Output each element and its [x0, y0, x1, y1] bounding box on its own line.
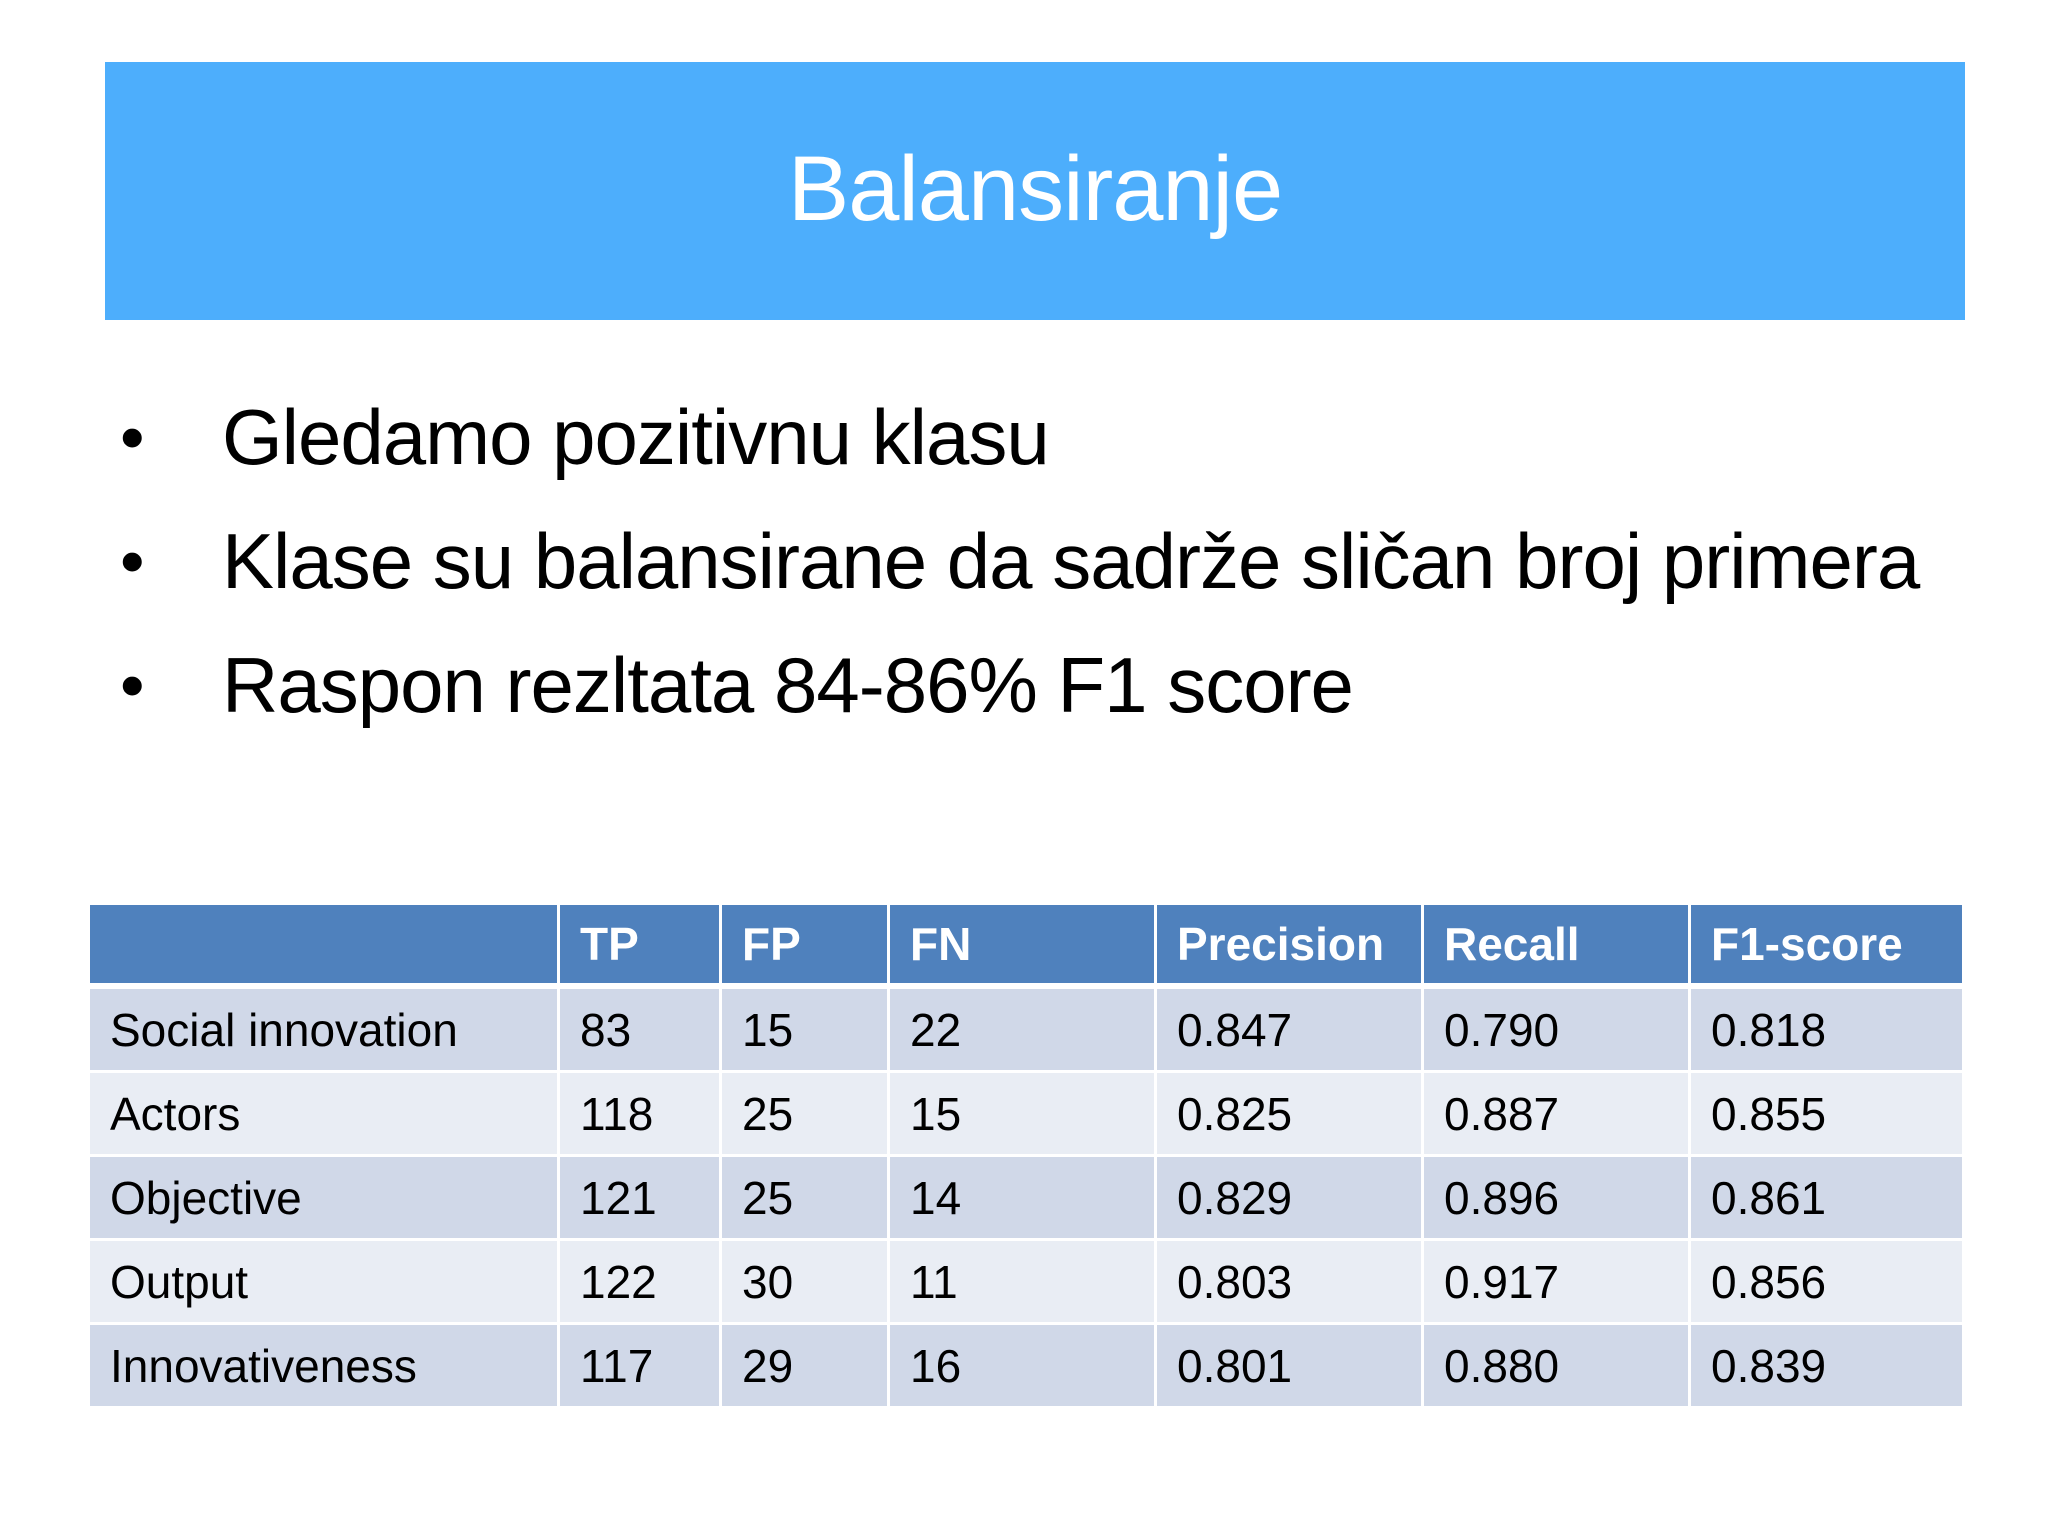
metrics-table: [90, 905, 1962, 1409]
bullet-item: [120, 623, 1919, 747]
row-label: Actors: [90, 1073, 560, 1157]
cell-tp: 121: [560, 1157, 722, 1241]
table-row: [90, 1073, 1962, 1157]
cell-precision: 0.803: [1157, 1241, 1424, 1325]
table-header-row: [90, 905, 1962, 989]
header-cell-tp: TP: [560, 905, 722, 989]
cell-tp: 83: [560, 989, 722, 1073]
cell-fn: 11: [890, 1241, 1157, 1325]
cell-f1: 0.855: [1691, 1073, 1962, 1157]
bullet-list: [120, 375, 1919, 747]
header-cell-precision: Precision: [1157, 905, 1424, 989]
cell-fn: 15: [890, 1073, 1157, 1157]
row-label: Innovativeness: [90, 1325, 560, 1409]
cell-f1: 0.818: [1691, 989, 1962, 1073]
header-cell-f1: F1-score: [1691, 905, 1962, 989]
cell-precision: 0.801: [1157, 1325, 1424, 1409]
header-cell-recall: Recall: [1424, 905, 1691, 989]
bullet-dot-icon: •: [120, 646, 144, 724]
cell-recall: 0.917: [1424, 1241, 1691, 1325]
bullet-dot-icon: •: [120, 398, 144, 476]
slide-title: Balansiranje: [787, 138, 1283, 240]
cell-precision: 0.829: [1157, 1157, 1424, 1241]
bullet-dot-icon: •: [120, 522, 144, 600]
cell-fp: 25: [722, 1073, 890, 1157]
bullet-text: Klase su balansirane da sadrže sličan broj primera: [222, 516, 1920, 605]
cell-fp: 15: [722, 989, 890, 1073]
table-row: [90, 1241, 1962, 1325]
cell-f1: 0.856: [1691, 1241, 1962, 1325]
bullet-text: Gledamo pozitivnu klasu: [222, 392, 1049, 481]
header-cell-empty: [90, 905, 560, 989]
cell-recall: 0.790: [1424, 989, 1691, 1073]
cell-precision: 0.847: [1157, 989, 1424, 1073]
cell-fp: 25: [722, 1157, 890, 1241]
cell-fp: 30: [722, 1241, 890, 1325]
header-cell-fp: FP: [722, 905, 890, 989]
cell-recall: 0.887: [1424, 1073, 1691, 1157]
header-cell-fn: FN: [890, 905, 1157, 989]
bullet-item: [120, 375, 1919, 499]
table-row: [90, 1325, 1962, 1409]
title-banner: [105, 62, 1965, 320]
cell-recall: 0.896: [1424, 1157, 1691, 1241]
cell-precision: 0.825: [1157, 1073, 1424, 1157]
row-label: Objective: [90, 1157, 560, 1241]
cell-fp: 29: [722, 1325, 890, 1409]
cell-recall: 0.880: [1424, 1325, 1691, 1409]
table-row: [90, 1157, 1962, 1241]
cell-f1: 0.839: [1691, 1325, 1962, 1409]
cell-tp: 122: [560, 1241, 722, 1325]
cell-fn: 14: [890, 1157, 1157, 1241]
cell-tp: 117: [560, 1325, 722, 1409]
table-row: [90, 989, 1962, 1073]
cell-tp: 118: [560, 1073, 722, 1157]
cell-f1: 0.861: [1691, 1157, 1962, 1241]
cell-fn: 22: [890, 989, 1157, 1073]
row-label: Social innovation: [90, 989, 560, 1073]
bullet-text: Raspon rezltata 84-86% F1 score: [222, 640, 1353, 729]
cell-fn: 16: [890, 1325, 1157, 1409]
row-label: Output: [90, 1241, 560, 1325]
bullet-item: [120, 499, 1919, 623]
